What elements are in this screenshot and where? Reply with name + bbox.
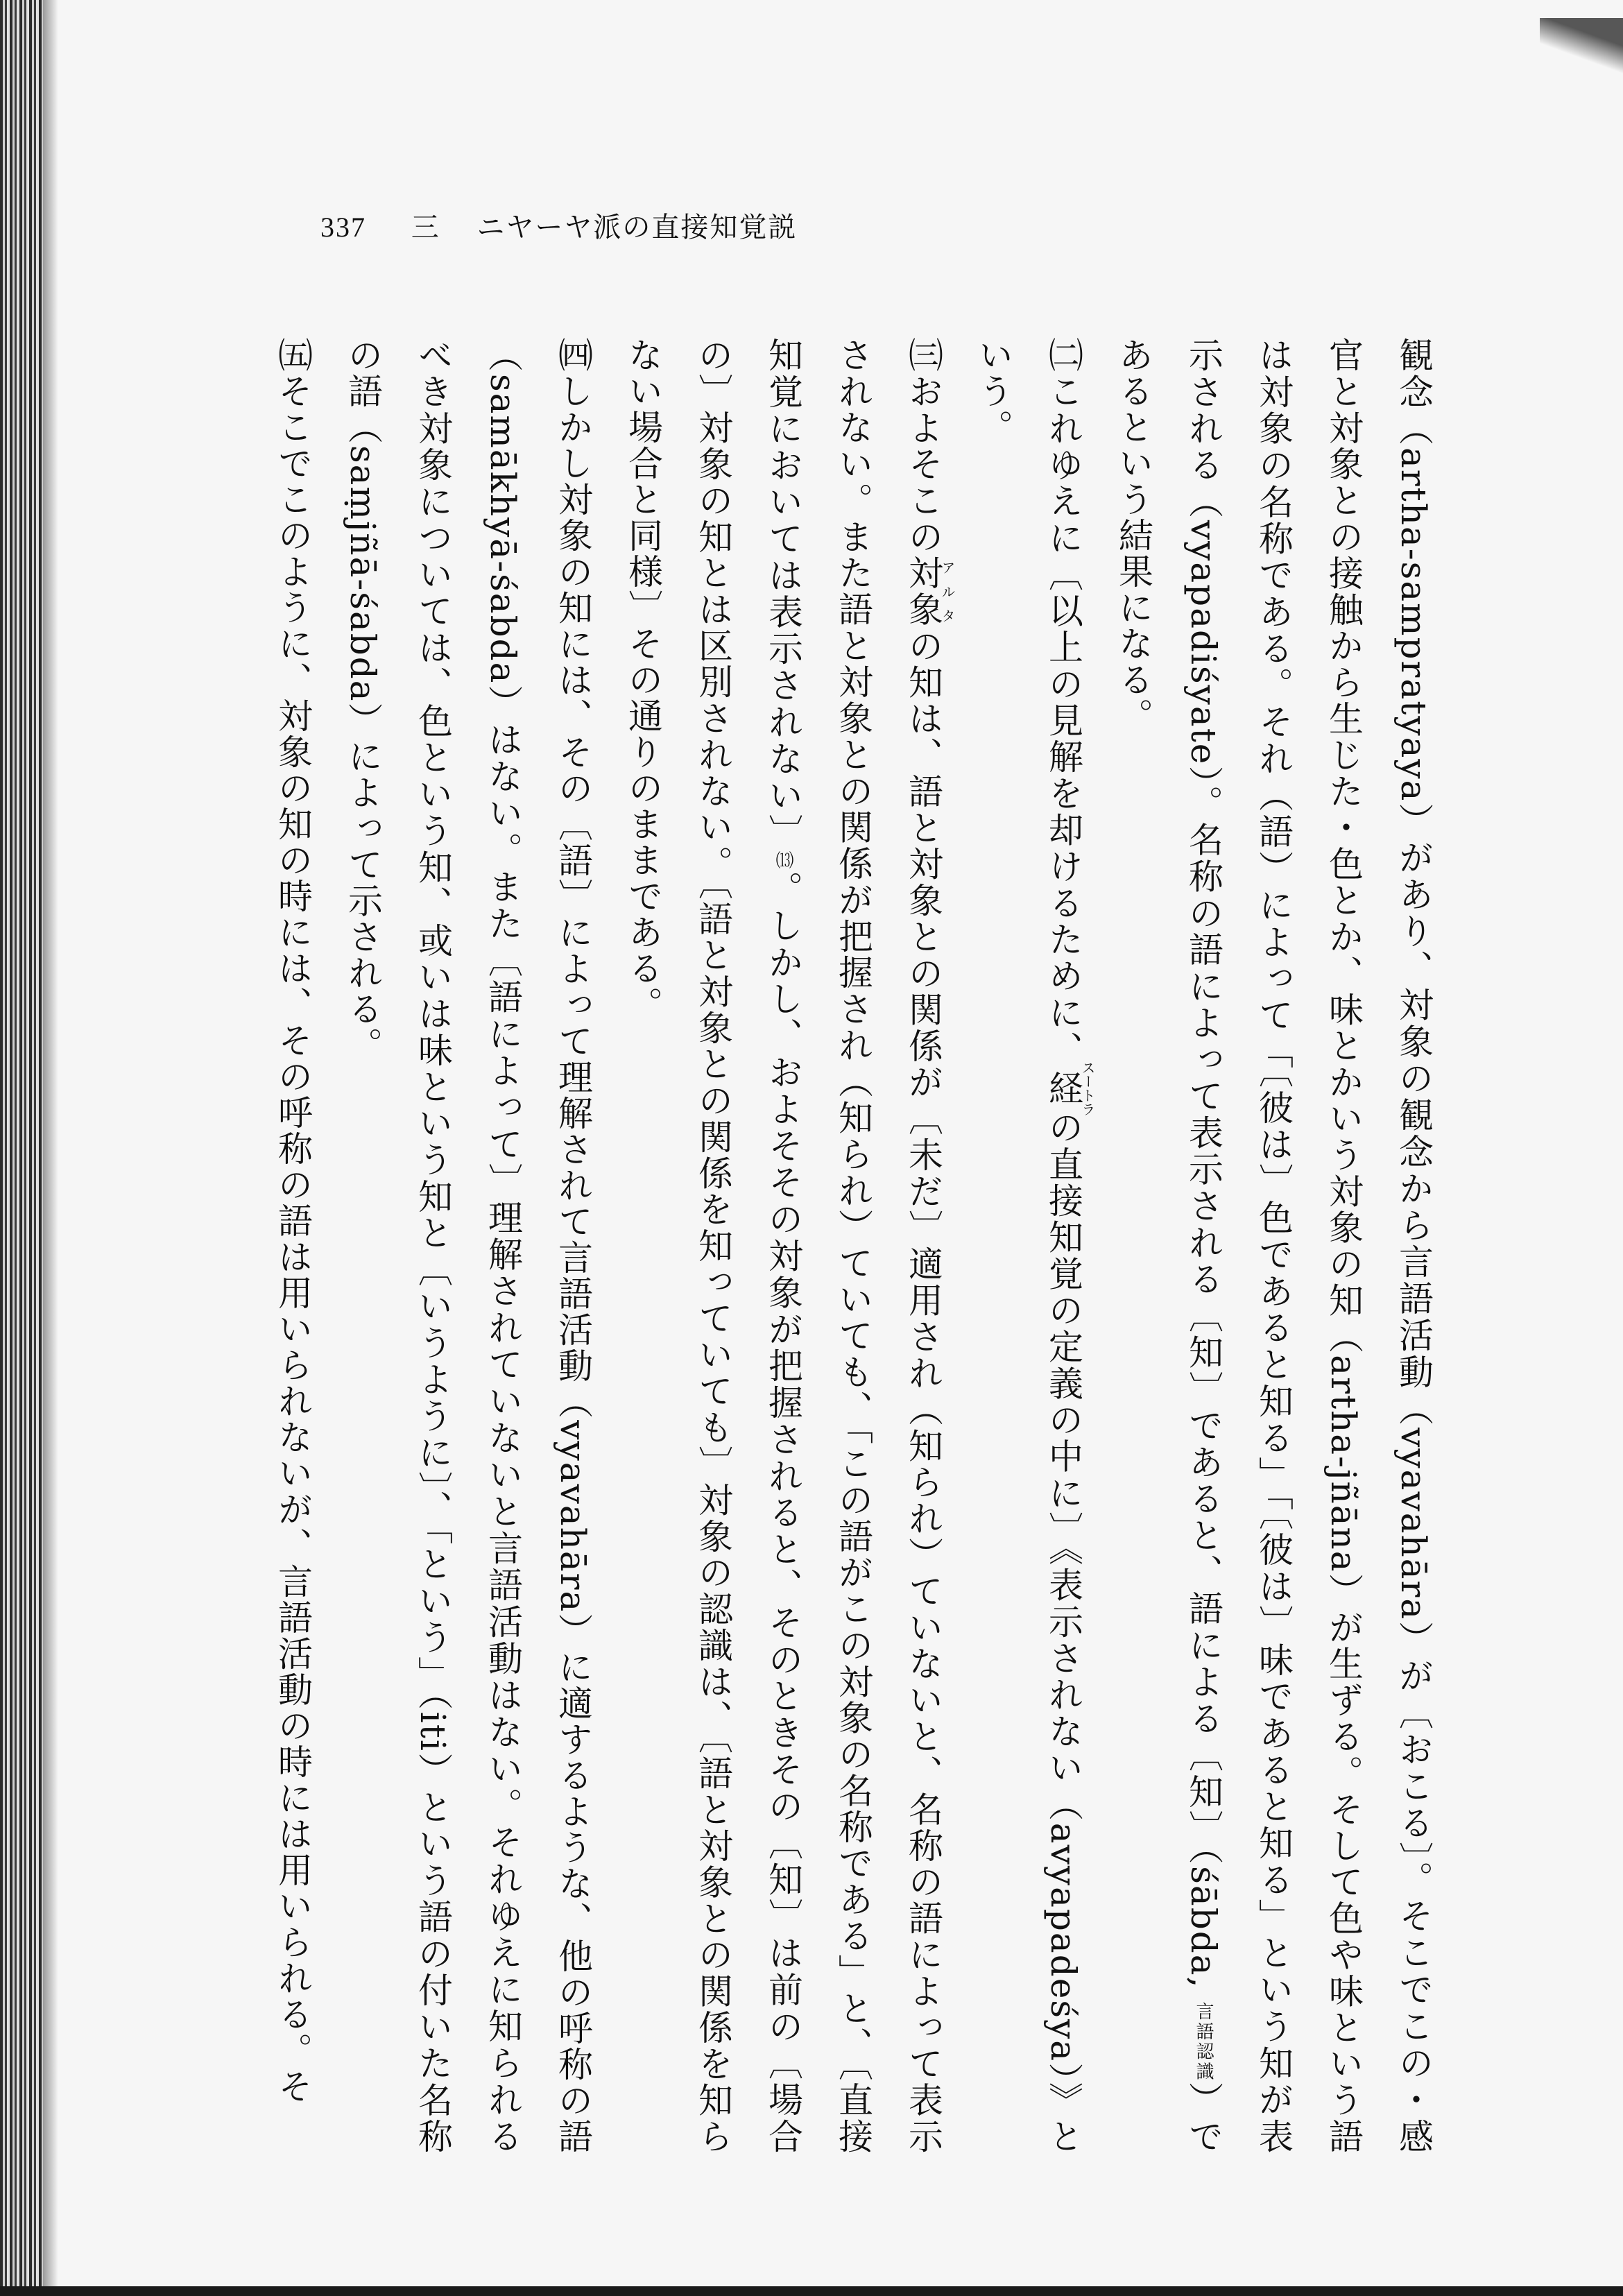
text-run: およそこの bbox=[903, 373, 943, 556]
text-run: 観念（artha-sampratyaya）があり、対象の観念から言語活動（vyavahāra）が〔おこる〕。そこでこの・感官と対象との接触から生じた・色とか、味とかいう対象の知（artha-jñāna）が生ずる。そして色や味という語は対象の名称である。それ（語）によって「〔彼は〕色であると知る」「〔彼は〕味であると知る」という知が表示される（vyapadiśyate）。名称の語によって表示される〔知〕であると、語による〔知〕（śābda, bbox=[1183, 337, 1434, 2154]
paragraph-marker: ㈡ bbox=[1043, 337, 1083, 374]
section-number: 三 bbox=[411, 212, 440, 243]
gutter-shadow bbox=[43, 0, 58, 2296]
text-run: 。しかし、およそその対象が把握されると、そのときその〔知〕は前の〔場合の〕対象の知とは区別されない。〔語と対象との関係を知っていても〕対象の認識は、〔語と対象との関係を知らない場合と同様〕その通りのままである。 bbox=[623, 337, 803, 2155]
running-header bbox=[320, 205, 797, 245]
text-run: しかし対象の知には、その〔語〕によって理解されて言語活動（vyavahāra）に適するような、他の呼称の語（samākhyā-śabda）はない。また〔語によって〕理解されていないと言語活動はない。それゆえに知られるべき対象については、色という知、或いは味という知と〔いうように〕、「という」（iti）という語の付いた名称の語（saṃjñā-śabda）によって示される。 bbox=[343, 337, 593, 2154]
ruby-annotation bbox=[1043, 1061, 1096, 1117]
text-run: そこでこのように、対象の知の時には、その呼称の語は用いられないが、言語活動の時には用いられる。そ bbox=[273, 373, 313, 2105]
text-run: の直接知覚の定義の中に〕《表示されない（avyapadeśya）》という。 bbox=[973, 337, 1083, 2155]
ruby-reading: スートラ bbox=[1079, 1061, 1096, 1117]
paragraph-marker: ㈣ bbox=[553, 337, 593, 374]
footnote-ref: ⒀ bbox=[773, 850, 793, 871]
scan-bottom-edge bbox=[0, 2286, 1623, 2296]
ruby-base: 対象 bbox=[903, 555, 943, 628]
text-run: の知は、語と対象との関係が〔未だ〕適用され（知られ）ていないと、名称の語によって表示されない。また語と対象との関係が把握され（知られ）ていても、「この語がこの対象の名称である」と、〔直接知覚においては表示されない〕 bbox=[763, 337, 943, 2155]
ruby-reading: アルタ bbox=[939, 555, 956, 628]
vertical-body-text bbox=[273, 337, 1448, 2155]
paragraph bbox=[327, 337, 608, 2154]
paragraph bbox=[958, 337, 1098, 2154]
paragraph-marker: ㈢ bbox=[903, 337, 943, 374]
text-run: これゆえに〔以上の見解を却けるために、 bbox=[1043, 373, 1083, 1068]
inline-gloss: 言語認識 bbox=[1193, 2002, 1214, 2082]
paragraph bbox=[257, 337, 327, 2154]
paragraph bbox=[1098, 337, 1448, 2154]
binding-gutter bbox=[0, 0, 43, 2296]
text-run: ）であるという結果になる。 bbox=[1113, 337, 1223, 2154]
paragraph bbox=[608, 337, 958, 2154]
ruby-base: 経 bbox=[1043, 1061, 1083, 1117]
paragraph-marker: ㈤ bbox=[273, 337, 313, 373]
scan-corner-shadow bbox=[1540, 18, 1623, 80]
ruby-annotation bbox=[903, 555, 956, 628]
page-number: 337 bbox=[320, 212, 366, 243]
section-title: ニヤーヤ派の直接知覚説 bbox=[476, 212, 798, 243]
